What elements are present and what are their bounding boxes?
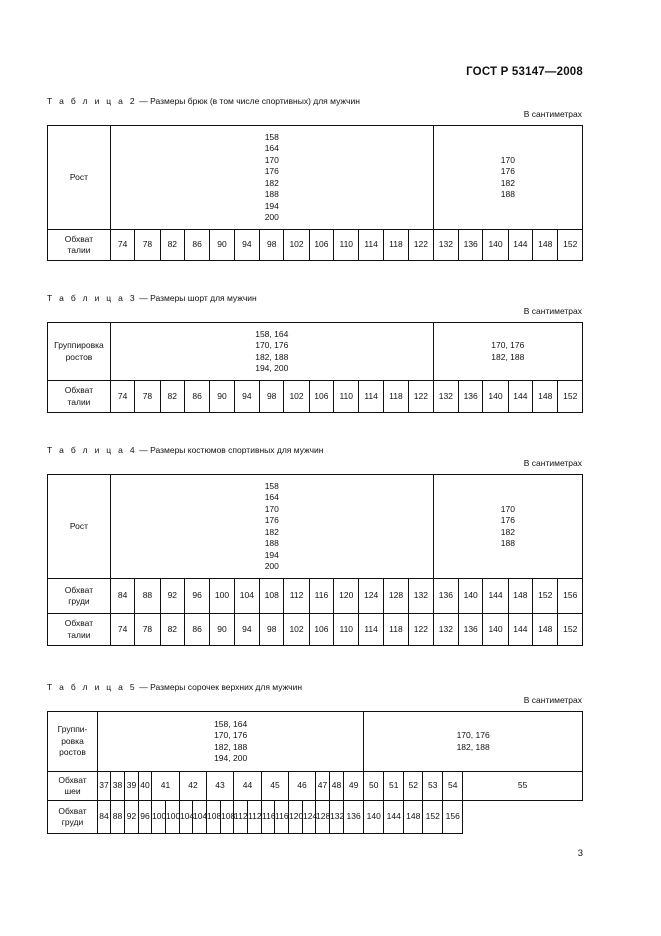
waist-cell: 132 xyxy=(433,614,458,646)
height-value: 176 xyxy=(500,515,515,525)
table-3-units: В сантиметрах xyxy=(523,306,582,316)
chest-cell: 124 xyxy=(303,801,316,834)
chest-cell: 104 xyxy=(234,579,259,614)
chest-cell: 92 xyxy=(160,579,184,614)
chest-cell: 100 xyxy=(152,801,166,834)
heights-group-a xyxy=(98,712,364,772)
waist-cell: 122 xyxy=(409,614,434,646)
neck-cell: 45 xyxy=(262,772,289,801)
chest-cell: 120 xyxy=(289,801,303,834)
height-value: 164 xyxy=(264,143,279,153)
waist-cell: 90 xyxy=(210,230,234,261)
neck-cell: 44 xyxy=(234,772,262,801)
table-4-units: В сантиметрах xyxy=(523,458,582,468)
waist-cell: 102 xyxy=(284,614,309,646)
chest-cell: 116 xyxy=(262,801,275,834)
neck-cell: 41 xyxy=(152,772,180,801)
table-3 xyxy=(47,322,583,413)
chest-cell: 144 xyxy=(483,579,508,614)
height-group-value: 182, 188 xyxy=(214,741,248,752)
table-5-units: В сантиметрах xyxy=(523,695,582,705)
chest-cell: 88 xyxy=(111,801,125,834)
neck-cell: 55 xyxy=(463,772,583,801)
waist-cell: 82 xyxy=(160,230,184,261)
chest-cell: 124 xyxy=(359,579,383,614)
waist-cell: 152 xyxy=(558,614,583,646)
chest-cell: 148 xyxy=(404,801,423,834)
waist-cell: 74 xyxy=(110,381,134,413)
document-code: ГОСТ Р 53147—2008 xyxy=(466,66,583,78)
chest-cell: 116 xyxy=(309,579,333,614)
waist-cell: 144 xyxy=(508,230,532,261)
height-value: 182 xyxy=(264,177,279,188)
heights-group-b xyxy=(433,126,582,230)
neck-cell: 42 xyxy=(180,772,207,801)
table-2-label: Т а б л и ц а 2 xyxy=(47,96,137,106)
heights-group-a xyxy=(110,323,433,381)
waist-cell: 106 xyxy=(309,381,333,413)
height-value: 164 xyxy=(264,492,279,502)
chest-cell: 92 xyxy=(125,801,139,834)
chest-row-header: Обхват груди xyxy=(48,579,111,614)
neck-cell: 50 xyxy=(364,772,384,801)
waist-cell: 86 xyxy=(184,381,209,413)
waist-cell: 114 xyxy=(359,381,383,413)
table-3-label: Т а б л и ц а 3 xyxy=(47,293,137,303)
chest-cell: 108 xyxy=(207,801,221,834)
chest-cell: 84 xyxy=(110,579,134,614)
chest-cell: 104 xyxy=(180,801,193,834)
chest-row-header: Обхват груди xyxy=(48,801,98,834)
neck-cell: 38 xyxy=(111,772,125,801)
chest-cell: 132 xyxy=(409,579,434,614)
waist-cell: 78 xyxy=(135,230,160,261)
neck-row-header: Обхват шеи xyxy=(48,772,98,801)
chest-cell: 140 xyxy=(364,801,384,834)
height-value: 182 xyxy=(500,177,515,188)
chest-cell: 156 xyxy=(558,579,583,614)
chest-cell: 120 xyxy=(334,579,359,614)
waist-cell: 132 xyxy=(433,230,458,261)
waist-cell: 152 xyxy=(558,381,583,413)
waist-cell: 110 xyxy=(334,614,359,646)
height-value: 158 xyxy=(264,131,279,142)
neck-cell: 40 xyxy=(139,772,152,801)
height-group-value: 182, 188 xyxy=(255,351,289,362)
height-value: 170 xyxy=(500,154,515,165)
chest-cell: 108 xyxy=(221,801,234,834)
chest-cell: 136 xyxy=(344,801,364,834)
waist-cell: 90 xyxy=(210,381,234,413)
waist-cell: 74 xyxy=(110,230,134,261)
height-group-value: 182, 188 xyxy=(456,741,490,752)
chest-cell: 108 xyxy=(260,579,284,614)
table-4-caption xyxy=(47,445,324,455)
chest-cell: 112 xyxy=(234,801,248,834)
waist-cell: 90 xyxy=(210,614,234,646)
chest-cell: 100 xyxy=(210,579,234,614)
height-group-value: 158, 164 xyxy=(255,328,289,339)
height-group-value: 170, 176 xyxy=(255,340,289,350)
waist-cell: 106 xyxy=(309,230,333,261)
height-group-value: 170, 176 xyxy=(491,340,525,350)
waist-cell: 114 xyxy=(359,230,383,261)
waist-cell: 144 xyxy=(508,381,532,413)
waist-cell: 78 xyxy=(135,614,160,646)
waist-cell: 148 xyxy=(533,614,558,646)
waist-cell: 118 xyxy=(383,230,408,261)
waist-cell: 136 xyxy=(459,230,483,261)
chest-cell: 152 xyxy=(423,801,443,834)
waist-cell: 102 xyxy=(284,381,309,413)
table-5-caption xyxy=(47,682,302,692)
table-2-caption xyxy=(47,96,360,106)
height-value: 176 xyxy=(500,166,515,176)
height-group-value: 194, 200 xyxy=(214,753,248,763)
height-group-value: 194, 200 xyxy=(255,363,289,373)
neck-cell: 53 xyxy=(423,772,443,801)
table-3-title: — Размеры шорт для мужчин xyxy=(136,293,257,303)
waist-cell: 132 xyxy=(433,381,458,413)
heights-group-b xyxy=(433,475,582,579)
waist-cell: 152 xyxy=(558,230,583,261)
chest-cell: 84 xyxy=(98,801,111,834)
chest-cell: 100 xyxy=(166,801,180,834)
height-value: 170 xyxy=(264,154,279,165)
waist-cell: 74 xyxy=(110,614,134,646)
height-value: 194 xyxy=(264,200,279,211)
height-value: 170 xyxy=(500,503,515,514)
waist-cell: 102 xyxy=(284,230,309,261)
height-value: 158 xyxy=(264,480,279,491)
waist-cell: 118 xyxy=(383,381,408,413)
waist-cell: 82 xyxy=(160,381,184,413)
height-value: 188 xyxy=(500,189,515,199)
height-group-value: 182, 188 xyxy=(491,351,525,362)
waist-cell: 140 xyxy=(483,381,508,413)
neck-cell: 46 xyxy=(289,772,316,801)
waist-cell: 148 xyxy=(533,230,558,261)
waist-row-header: Обхват талии xyxy=(48,614,111,646)
chest-cell: 152 xyxy=(533,579,558,614)
height-group-value: 170, 176 xyxy=(456,730,490,740)
chest-cell: 112 xyxy=(248,801,262,834)
waist-row-header: Обхват талии xyxy=(48,381,111,413)
waist-cell: 94 xyxy=(234,230,259,261)
waist-cell: 78 xyxy=(135,381,160,413)
chest-cell: 96 xyxy=(139,801,152,834)
heights-group-b xyxy=(364,712,583,772)
neck-cell: 39 xyxy=(125,772,139,801)
neck-cell: 47 xyxy=(316,772,330,801)
waist-cell: 140 xyxy=(483,230,508,261)
neck-cell: 51 xyxy=(384,772,404,801)
waist-cell: 122 xyxy=(409,381,434,413)
height-value: 176 xyxy=(264,515,279,525)
chest-cell: 88 xyxy=(135,579,160,614)
heights-group-b xyxy=(433,323,582,381)
height-value: 194 xyxy=(264,549,279,560)
table-2 xyxy=(47,125,583,261)
waist-cell: 98 xyxy=(260,381,284,413)
chest-cell: 140 xyxy=(459,579,483,614)
neck-cell: 49 xyxy=(344,772,364,801)
waist-cell: 106 xyxy=(309,614,333,646)
waist-cell: 114 xyxy=(359,614,383,646)
waist-cell: 136 xyxy=(459,614,483,646)
table-4-label: Т а б л и ц а 4 xyxy=(47,445,137,455)
chest-cell: 132 xyxy=(330,801,344,834)
waist-cell: 98 xyxy=(260,614,284,646)
height-value: 182 xyxy=(264,526,279,537)
chest-cell: 116 xyxy=(275,801,289,834)
height-value: 188 xyxy=(264,189,279,199)
height-value: 200 xyxy=(264,561,279,571)
neck-cell: 54 xyxy=(443,772,463,801)
waist-row-header: Обхват талии xyxy=(48,230,111,261)
height-group-row-header: Группировка ростов xyxy=(48,323,111,381)
chest-cell: 156 xyxy=(443,801,463,834)
height-group-value: 170, 176 xyxy=(214,730,248,740)
heights-group-a xyxy=(110,475,433,579)
chest-cell: 96 xyxy=(184,579,209,614)
waist-cell: 136 xyxy=(459,381,483,413)
waist-cell: 140 xyxy=(483,614,508,646)
waist-cell: 122 xyxy=(409,230,434,261)
table-4-title: — Размеры костюмов спортивных для мужчин xyxy=(136,445,324,455)
waist-cell: 94 xyxy=(234,614,259,646)
waist-cell: 110 xyxy=(334,381,359,413)
chest-cell: 128 xyxy=(383,579,408,614)
waist-cell: 94 xyxy=(234,381,259,413)
height-value: 170 xyxy=(264,503,279,514)
height-row-header: Рост xyxy=(48,126,111,230)
heights-group-a xyxy=(110,126,433,230)
chest-cell: 112 xyxy=(284,579,309,614)
waist-cell: 86 xyxy=(184,614,209,646)
table-2-units: В сантиметрах xyxy=(523,109,582,119)
table-2-title: — Размеры брюк (в том числе спортивных) для мужчин xyxy=(136,96,360,106)
waist-cell: 148 xyxy=(533,381,558,413)
table-4 xyxy=(47,474,583,646)
page-number: 3 xyxy=(577,848,583,859)
chest-cell: 144 xyxy=(384,801,404,834)
height-value: 182 xyxy=(500,526,515,537)
height-group-value: 158, 164 xyxy=(214,718,248,729)
chest-cell: 104 xyxy=(193,801,207,834)
height-value: 188 xyxy=(500,538,515,548)
table-5-title: — Размеры сорочек верхних для мужчин xyxy=(136,682,303,692)
height-value: 176 xyxy=(264,166,279,176)
height-group-row-header: Группи- ровка ростов xyxy=(48,712,98,772)
height-value: 200 xyxy=(264,212,279,222)
chest-cell: 136 xyxy=(433,579,458,614)
waist-cell: 82 xyxy=(160,614,184,646)
table-3-caption xyxy=(47,293,257,303)
neck-cell: 37 xyxy=(98,772,111,801)
waist-cell: 98 xyxy=(260,230,284,261)
neck-cell: 43 xyxy=(207,772,234,801)
table-5 xyxy=(47,711,583,834)
table-5-label: Т а б л и ц а 5 xyxy=(47,682,137,692)
height-value: 188 xyxy=(264,538,279,548)
neck-cell: 52 xyxy=(404,772,423,801)
waist-cell: 86 xyxy=(184,230,209,261)
chest-cell: 148 xyxy=(508,579,532,614)
waist-cell: 144 xyxy=(508,614,532,646)
chest-cell: 128 xyxy=(316,801,330,834)
height-row-header: Рост xyxy=(48,475,111,579)
waist-cell: 118 xyxy=(383,614,408,646)
waist-cell: 110 xyxy=(334,230,359,261)
neck-cell: 48 xyxy=(330,772,344,801)
